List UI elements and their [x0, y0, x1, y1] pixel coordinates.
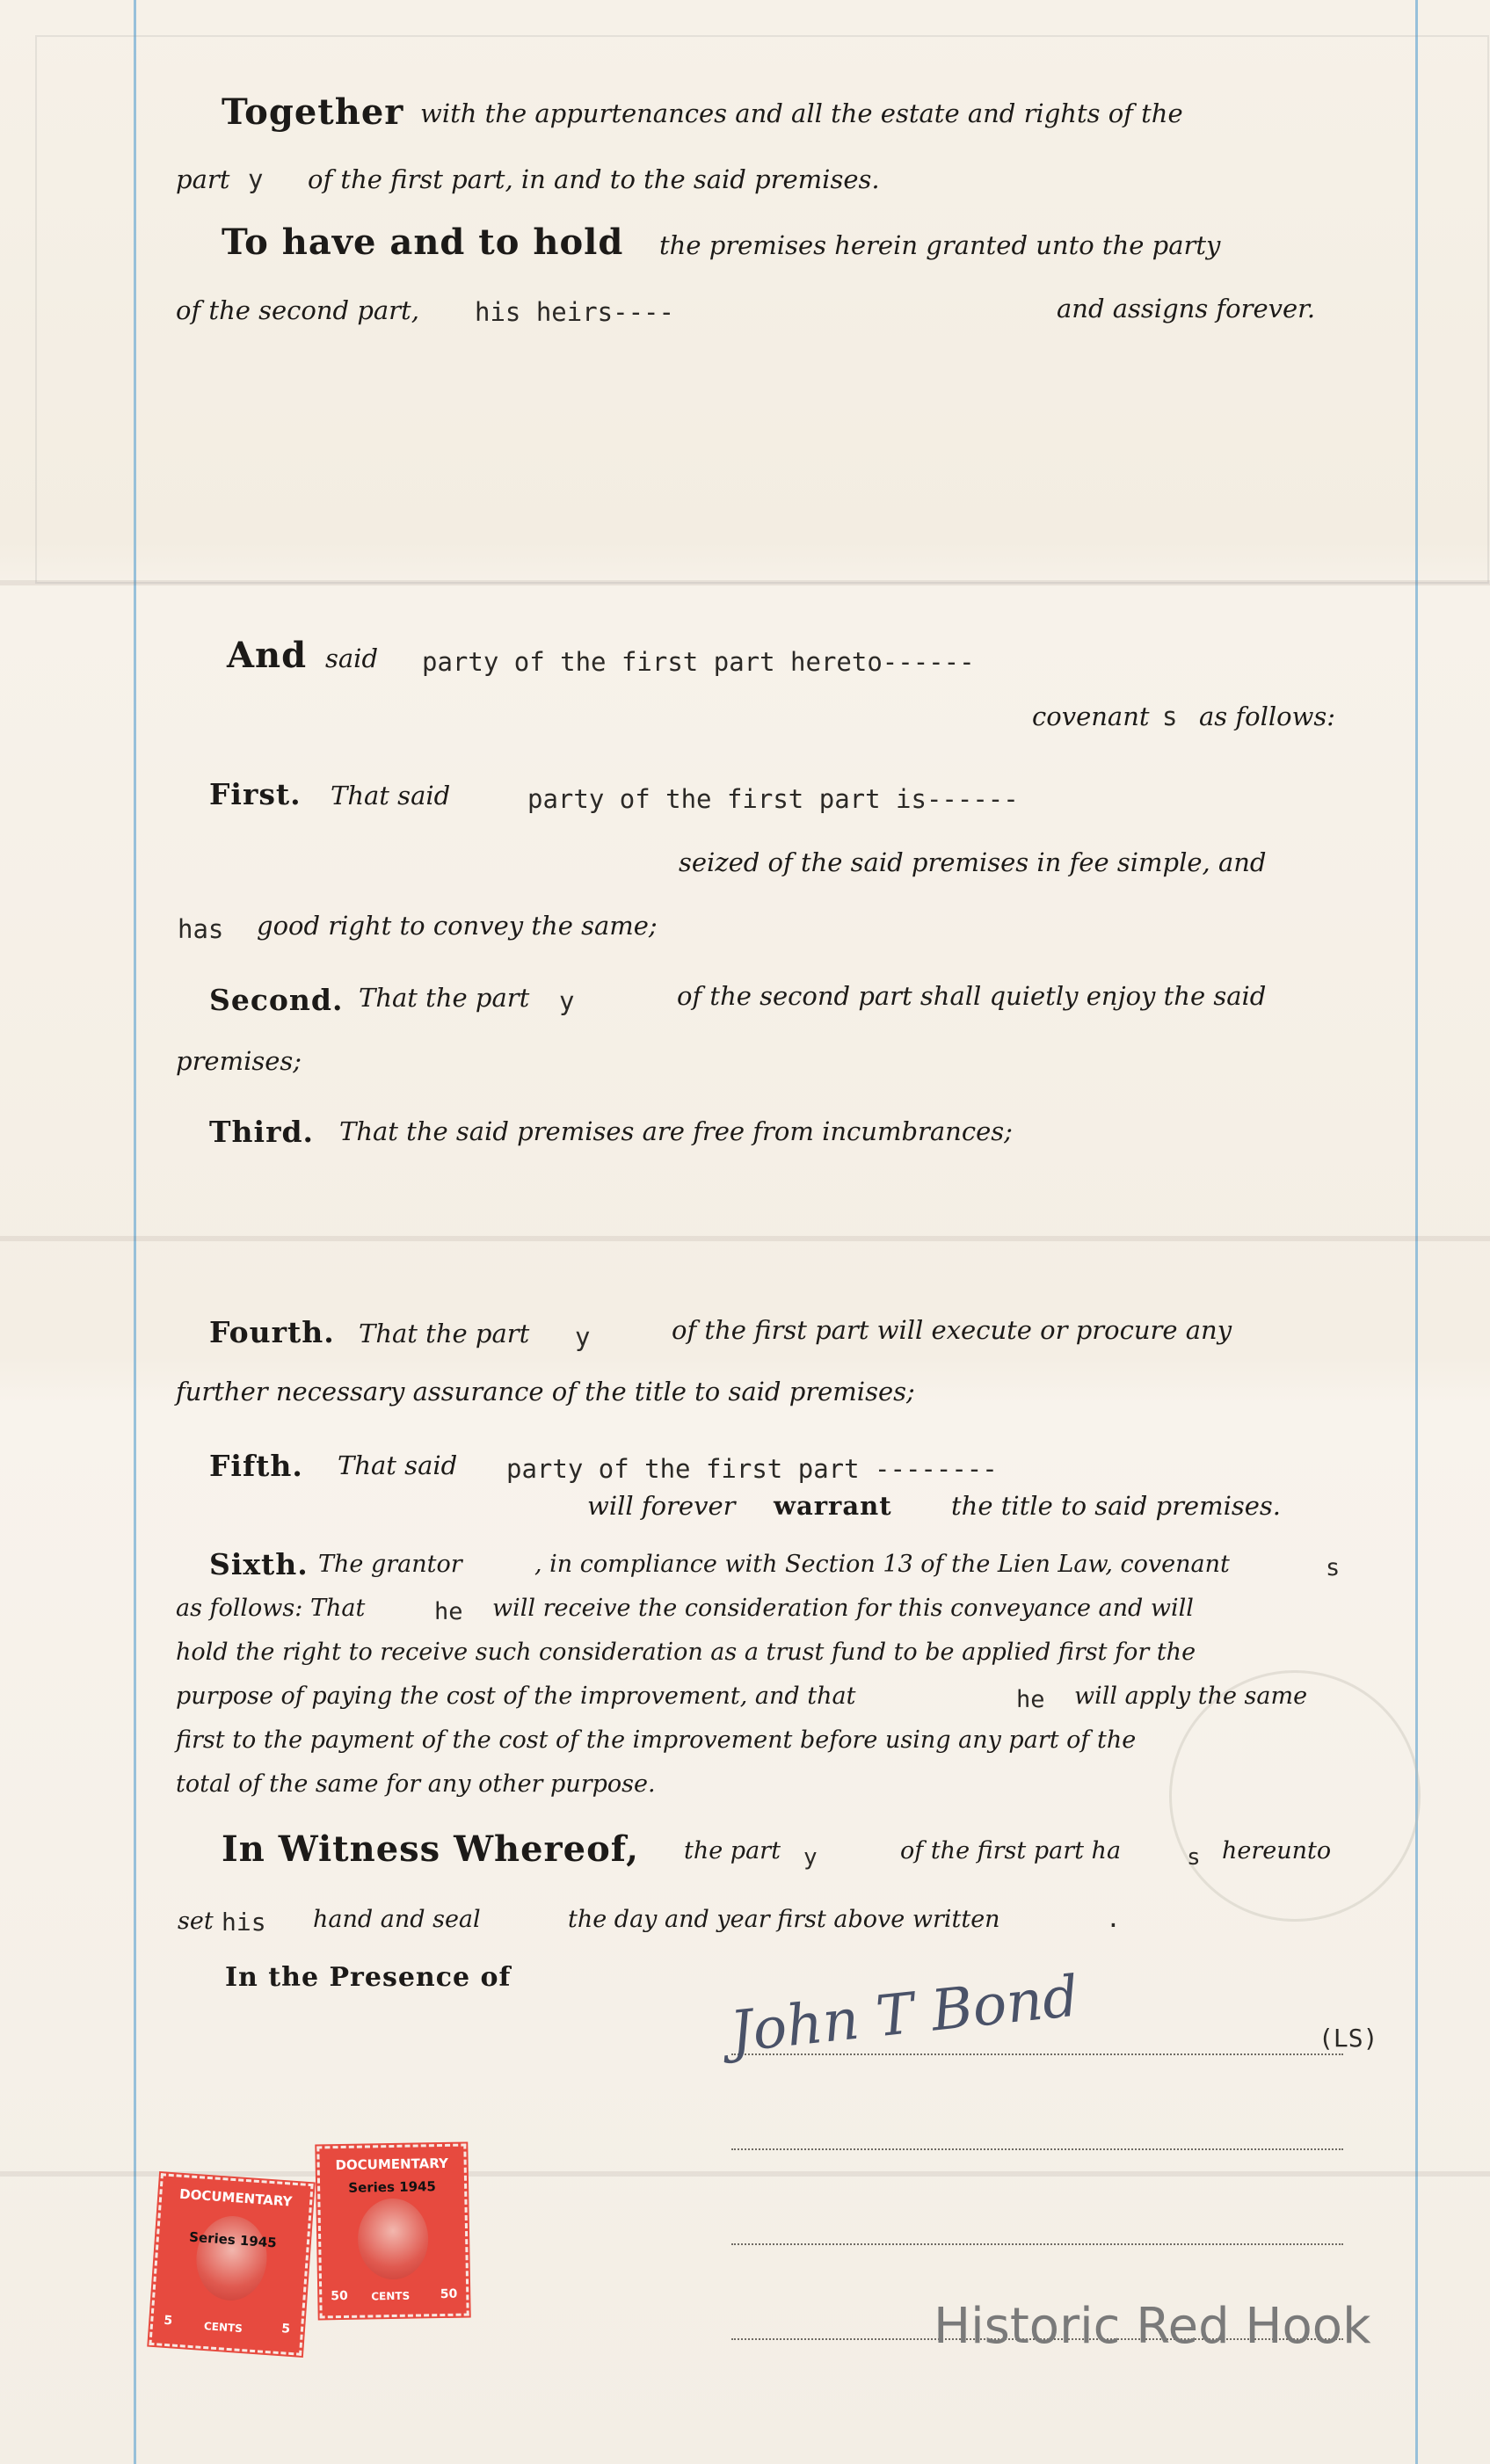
covenant-label: covenant: [1032, 701, 1150, 731]
assigns-text: and assigns forever.: [1057, 294, 1316, 323]
second-heading: Second.: [209, 983, 344, 1017]
first-part-premises-text: of the first part, in and to the said premises.: [308, 164, 880, 194]
together-text: with the appurtenances and all the estate and rights of the: [420, 98, 1183, 128]
stamp-cents: CENTS: [371, 2289, 411, 2303]
witness-set: set: [178, 1908, 214, 1935]
stamp-value-right: 50: [440, 2286, 458, 2302]
part-y-typed: y: [248, 164, 264, 194]
witness-y-typed: y: [803, 1844, 818, 1871]
heirs-typed: his heirs----: [475, 297, 674, 327]
witness-text2: of the first part ha: [900, 1837, 1122, 1864]
revenue-stamp-5-cents: [149, 2173, 313, 2356]
stamp-cents: CENTS: [203, 2320, 243, 2336]
witness-line: [731, 2243, 1343, 2245]
witness-period: .: [1106, 1904, 1121, 1933]
fourth-y-typed: y: [575, 1322, 591, 1352]
revenue-stamp-50-cents: [316, 2144, 469, 2319]
fold-line: [0, 1236, 1490, 1241]
sixth-heading: Sixth.: [209, 1547, 309, 1581]
witness-hand-seal: hand and seal: [313, 1906, 481, 1933]
second-premises: premises;: [176, 1046, 302, 1076]
witness-heading: In Witness Whereof,: [222, 1828, 640, 1870]
sixth-s-typed: s: [1326, 1554, 1341, 1581]
fourth-heading: Fourth.: [209, 1315, 335, 1349]
fifth-typed-party: party of the first part --------: [506, 1454, 998, 1484]
witness-text1: the part: [684, 1837, 781, 1864]
fold-line: [0, 2171, 1490, 2177]
witness-line: [731, 2148, 1343, 2150]
watermark-text: Historic Red Hook: [934, 2298, 1371, 2355]
and-typed-party: party of the first part hereto------: [422, 647, 975, 677]
witness-text3: hereunto: [1222, 1837, 1332, 1864]
sixth-line3: hold the right to receive such consideration as a trust fund to be applied first for the: [176, 1639, 1196, 1666]
fifth-heading: Fifth.: [209, 1449, 303, 1483]
fourth-text3: further necessary assurance of the title to said premises;: [176, 1377, 915, 1406]
stamp-label: DOCUMENTARY: [178, 2185, 293, 2210]
first-that-said: That said: [331, 781, 451, 810]
fifth-warrant-post: the title to said premises.: [951, 1491, 1282, 1521]
third-heading: Third.: [209, 1115, 315, 1149]
together-heading: Together: [222, 91, 404, 133]
has-typed: has: [178, 914, 224, 944]
and-said: said: [325, 643, 379, 673]
part-label: part: [176, 164, 230, 194]
covenant-s-typed: s: [1162, 701, 1178, 731]
second-y-typed: y: [559, 986, 575, 1016]
stamp-portrait-icon: [357, 2198, 429, 2279]
second-text1: That the part: [359, 983, 530, 1013]
sixth-line2-b: will receive the consideration for this conveyance and will: [492, 1595, 1194, 1622]
sixth-line6: total of the same for any other purpose.: [176, 1770, 656, 1798]
stamp-series: Series 1945: [188, 2228, 278, 2251]
to-have-heading: To have and to hold: [222, 222, 624, 263]
sixth-line2-a: as follows: That: [176, 1595, 366, 1622]
stamp-value-left: 5: [163, 2313, 173, 2329]
stamp-series: Series 1945: [348, 2178, 437, 2196]
witness-s-typed: s: [1187, 1844, 1201, 1871]
covenant-as-follows: as follows:: [1199, 701, 1336, 731]
first-seized-text: seized of the said premises in fee simple, and: [679, 847, 1267, 877]
sixth-he2-typed: he: [1016, 1686, 1045, 1713]
witness-day-text: the day and year first above written: [568, 1906, 1000, 1933]
witness-his-typed: his: [222, 1908, 266, 1937]
has-text: good right to convey the same;: [257, 911, 658, 941]
third-text: That the said premises are free from incumbrances;: [339, 1116, 1013, 1146]
stamp-value-right: 5: [280, 2322, 291, 2337]
fourth-text2: of the first part will execute or procure any: [672, 1315, 1232, 1345]
sixth-line4-b: will apply the same: [1074, 1683, 1308, 1710]
first-heading: First.: [209, 777, 302, 811]
fourth-text1: That the part: [359, 1319, 530, 1348]
presence-heading: In the Presence of: [225, 1962, 512, 1993]
to-have-text: the premises herein granted unto the party: [659, 230, 1221, 260]
stamp-portrait-icon: [193, 2213, 270, 2302]
second-part-text: of the second part,: [176, 295, 419, 325]
sixth-line4-a: purpose of paying the cost of the improvement, and that: [176, 1683, 856, 1710]
signature: John T Bond: [727, 1964, 1082, 2066]
fifth-that-said: That said: [338, 1450, 458, 1480]
and-heading: And: [227, 635, 308, 676]
first-typed-party: party of the first part is------: [527, 784, 1019, 814]
ls-mark: (LS): [1319, 2024, 1378, 2053]
second-text2: of the second part shall quietly enjoy the said: [677, 981, 1267, 1011]
sixth-compliance: , in compliance with Section 13 of the Lien Law, covenant: [534, 1551, 1230, 1578]
sixth-line5: first to the payment of the cost of the improvement before using any part of the: [176, 1726, 1137, 1754]
fifth-warrant-pre: will forever: [587, 1491, 736, 1521]
fifth-warrant-word: warrant: [774, 1491, 892, 1521]
stamp-value-left: 50: [331, 2288, 348, 2304]
stamp-label: DOCUMENTARY: [335, 2155, 449, 2174]
sixth-he1-typed: he: [434, 1598, 463, 1625]
sixth-grantor: The grantor: [318, 1551, 462, 1578]
